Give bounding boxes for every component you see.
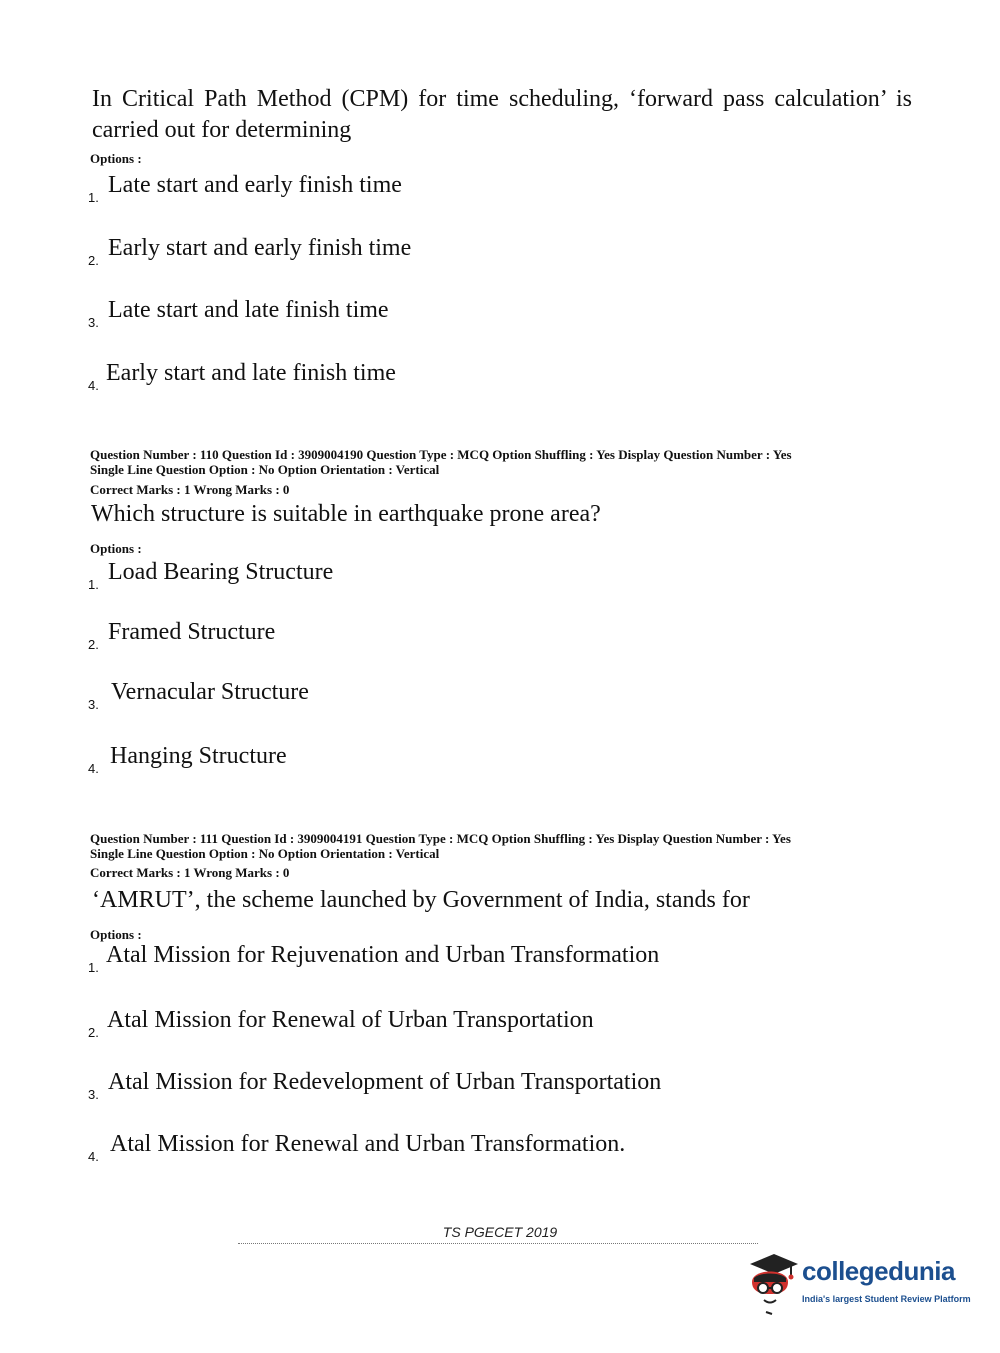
question-109-options-label: Options : — [90, 151, 142, 166]
student-mascot-icon — [742, 1248, 802, 1318]
question-109-option-4 — [88, 360, 788, 394]
option-number: 4. — [88, 1149, 99, 1164]
option-number: 2. — [88, 1025, 99, 1040]
question-110-meta-line-1: Question Number : 110 Question Id : 3909004190 Question Type : MCQ Option Shuffling : Yes Display Question Number : Yes — [90, 447, 792, 462]
option-text: Late start and late finish time — [108, 297, 389, 323]
question-110-option-1 — [88, 559, 788, 593]
question-110-option-2 — [88, 619, 788, 653]
question-109-option-1 — [88, 172, 788, 206]
option-number: 4. — [88, 378, 99, 393]
option-number: 1. — [88, 190, 99, 205]
option-number: 4. — [88, 761, 99, 776]
option-text: Late start and early finish time — [108, 172, 402, 198]
option-text: Atal Mission for Redevelopment of Urban Transportation — [108, 1069, 662, 1095]
option-text: Atal Mission for Renewal of Urban Transportation — [107, 1007, 594, 1033]
question-111-text: ‘AMRUT’, the scheme launched by Government of India, stands for — [92, 887, 750, 913]
question-110-meta-line-2: Single Line Question Option : No Option Orientation : Vertical — [90, 462, 440, 477]
option-text: Vernacular Structure — [111, 679, 309, 705]
question-111-option-3 — [88, 1069, 788, 1103]
question-111-options-label: Options : — [90, 927, 142, 942]
question-110-option-4 — [88, 743, 788, 777]
option-number: 1. — [88, 960, 99, 975]
question-109-option-3 — [88, 297, 788, 331]
question-110-marks: Correct Marks : 1 Wrong Marks : 0 — [90, 482, 290, 497]
question-111-marks: Correct Marks : 1 Wrong Marks : 0 — [90, 865, 290, 880]
option-number: 1. — [88, 577, 99, 592]
option-text: Atal Mission for Renewal and Urban Transformation. — [110, 1131, 626, 1157]
collegedunia-logo — [742, 1248, 972, 1318]
question-111-option-1 — [88, 942, 788, 976]
footer-divider — [238, 1243, 758, 1244]
question-109-text: In Critical Path Method (CPM) for time scheduling, ‘forward pass calculation’ is carried out for determining — [92, 86, 912, 143]
option-number: 2. — [88, 253, 99, 268]
question-109-option-2 — [88, 235, 788, 269]
option-text: Framed Structure — [108, 619, 276, 645]
brand-tagline: India's largest Student Review Platform — [802, 1294, 971, 1304]
question-111-option-2 — [88, 1007, 788, 1041]
option-number: 2. — [88, 637, 99, 652]
question-111-option-4 — [88, 1131, 788, 1165]
question-110-text: Which structure is suitable in earthquake prone area? — [91, 501, 601, 527]
option-text: Hanging Structure — [110, 743, 287, 769]
option-number: 3. — [88, 315, 99, 330]
question-111-meta-line-2: Single Line Question Option : No Option Orientation : Vertical — [90, 846, 440, 861]
option-text: Load Bearing Structure — [108, 559, 334, 585]
brand-name: collegedunia — [802, 1256, 955, 1286]
option-text: Atal Mission for Rejuvenation and Urban Transformation — [106, 942, 660, 968]
option-number: 3. — [88, 1087, 99, 1102]
option-number: 3. — [88, 697, 99, 712]
option-text: Early start and late finish time — [106, 360, 396, 386]
question-110-options-label: Options : — [90, 541, 142, 556]
exam-footer-label: TS PGECET 2019 — [442, 1224, 558, 1240]
option-text: Early start and early finish time — [108, 235, 412, 261]
question-111-meta-line-1: Question Number : 111 Question Id : 3909004191 Question Type : MCQ Option Shuffling : Yes Display Question Number : Yes — [90, 831, 791, 846]
question-110-option-3 — [88, 679, 788, 713]
